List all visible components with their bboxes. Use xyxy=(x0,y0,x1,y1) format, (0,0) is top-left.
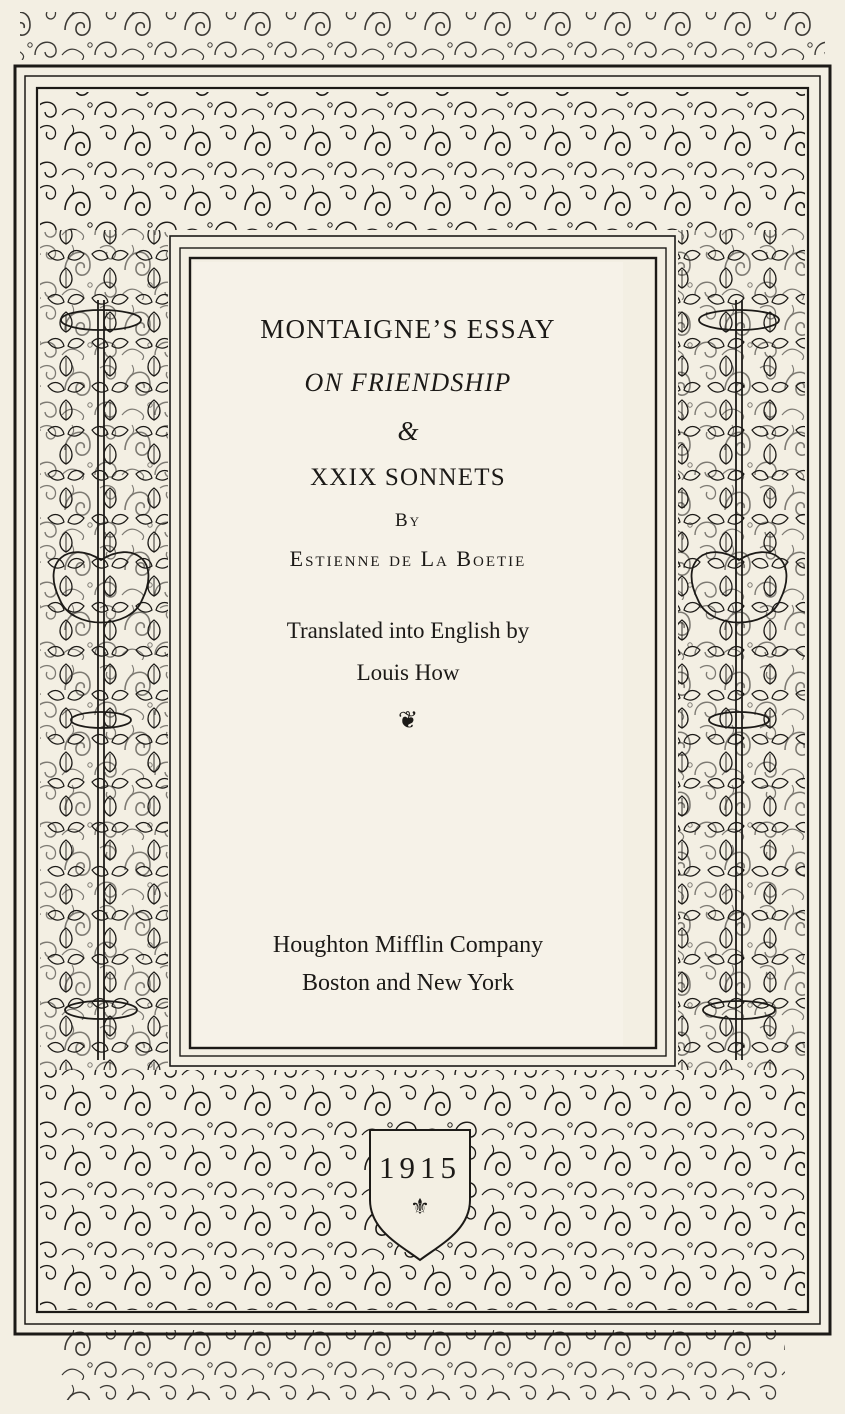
publisher-name: Houghton Mifflin Company xyxy=(272,932,544,958)
translated-label: Translated into English by xyxy=(286,618,530,643)
fleuron-icon: ❦ xyxy=(397,708,419,734)
publication-place: Boston and New York xyxy=(301,970,514,996)
translator-name: Louis How xyxy=(356,660,460,685)
book-title: MONTAIGNE’S ESSAY xyxy=(260,314,556,344)
by-label: By xyxy=(394,510,422,531)
sonnets-heading: XXIX SONNETS xyxy=(310,464,506,491)
title-panel xyxy=(193,262,623,1046)
fleur-de-lis-icon: ⚜ xyxy=(410,1194,430,1219)
publication-year: 1915 xyxy=(379,1150,461,1185)
ampersand: & xyxy=(397,416,419,446)
author-name: Estienne de La Boetie xyxy=(289,546,527,571)
book-subtitle: ON FRIENDSHIP xyxy=(304,368,512,397)
